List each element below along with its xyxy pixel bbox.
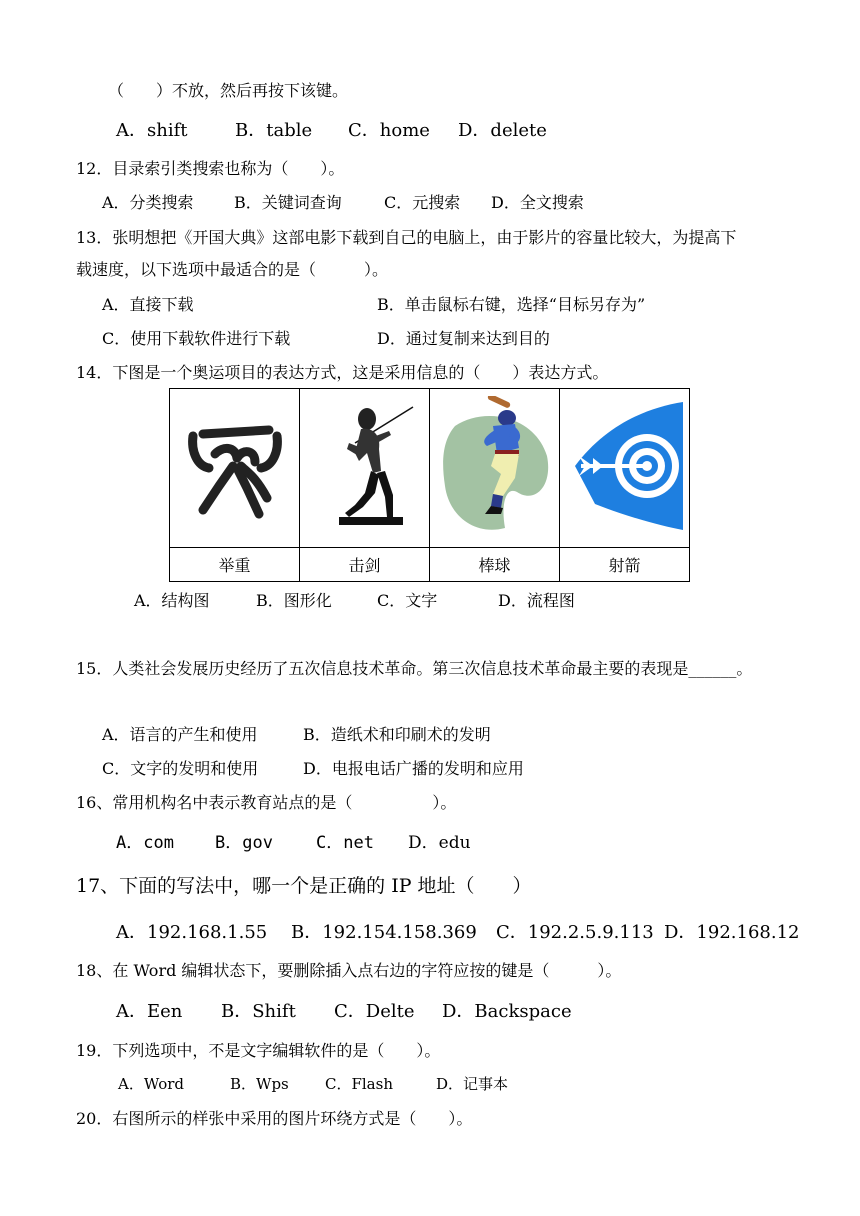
q16-option-a: A．com (116, 833, 174, 853)
q15-option-d: D．电报电话广播的发明和应用 (303, 759, 524, 778)
q17-option-a: A．192.168.1.55 (116, 922, 268, 943)
pictogram-cell-baseball (430, 389, 560, 548)
q18-option-d: D．Backspace (442, 1001, 572, 1022)
q16-option-d: D．edu (408, 833, 471, 853)
q13-option-a: A．直接下载 (102, 295, 194, 314)
pictogram-cell-weightlifting (170, 389, 300, 548)
q18-option-c: C．Delte (334, 1001, 415, 1022)
q12-stem: 12．目录索引类搜索也称为（ ）。 (76, 159, 345, 178)
q16-option-c: C．net (316, 833, 374, 853)
weightlifting-icon (185, 406, 285, 526)
caption-archery: 射箭 (560, 548, 690, 582)
q14-option-d: D．流程图 (498, 591, 575, 610)
q18-stem: 18、在 Word 编辑状态下，要删除插入点右边的字符应按的键是（ ）。 (76, 961, 622, 980)
olympic-pictogram-table (169, 388, 690, 582)
q14-option-a: A．结构图 (134, 591, 210, 610)
pictogram-cell-fencing (300, 389, 430, 548)
q11-option-a: A．shift (116, 120, 188, 141)
q14-option-c: C．文字 (377, 591, 438, 610)
q19-option-b: B．Wps (230, 1075, 289, 1093)
q14-option-b: B．图形化 (256, 591, 332, 610)
q20-stem: 20．右图所示的样张中采用的图片环绕方式是（ ）。 (76, 1109, 473, 1128)
q15-option-a: A．语言的产生和使用 (102, 725, 258, 744)
q15-option-c: C．文字的发明和使用 (102, 759, 259, 778)
q17-option-c: C．192.2.5.9.113 (496, 922, 654, 943)
q17-option-b: B．192.154.158.369 (291, 922, 477, 943)
q16-option-b: B．gov (215, 833, 273, 853)
q19-option-c: C．Flash (325, 1075, 393, 1093)
q18-option-a: A．Een (116, 1001, 183, 1022)
fencing-icon (315, 401, 415, 531)
q13-option-d: D．通过复制来达到目的 (377, 329, 550, 348)
q16-stem: 16、常用机构名中表示教育站点的是（ ）。 (76, 793, 457, 812)
q15-option-b: B．造纸术和印刷术的发明 (303, 725, 491, 744)
q12-option-c: C．元搜索 (384, 193, 461, 212)
baseball-icon (435, 396, 555, 536)
q12-option-a: A．分类搜索 (102, 193, 194, 212)
q17-stem: 17、下面的写法中，哪一个是正确的 IP 地址（ ） (76, 875, 532, 897)
q19-stem: 19．下列选项中，不是文字编辑软件的是（ ）。 (76, 1041, 441, 1060)
q13-option-b: B．单击鼠标右键，选择“目标另存为” (377, 295, 646, 314)
q17-option-d: D．192.168.12 (664, 922, 800, 943)
q19-option-d: D．记事本 (436, 1075, 509, 1093)
q11-option-d: D．delete (458, 120, 547, 141)
q11-option-b: B．table (235, 120, 313, 141)
q11-option-c: C．home (348, 120, 430, 141)
q18-option-b: B．Shift (221, 1001, 296, 1022)
archery-icon (565, 396, 685, 536)
caption-baseball: 棒球 (430, 548, 560, 582)
q12-option-b: B．关键词查询 (234, 193, 342, 212)
q13-option-c: C．使用下载软件进行下载 (102, 329, 291, 348)
pictogram-cell-archery (560, 389, 690, 548)
caption-weightlifting: 举重 (170, 548, 300, 582)
q14-stem: 14．下图是一个奥运项目的表达方式，这是采用信息的（ ）表达方式。 (76, 363, 609, 382)
q12-option-d: D．全文搜索 (491, 193, 584, 212)
q15-stem: 15．人类社会发展历史经历了五次信息技术革命。第三次信息技术革命最主要的表现是______。 (76, 659, 753, 678)
q19-option-a: A．Word (118, 1075, 185, 1093)
q11-stem-tail: （ ）不放，然后再按下该键。 (108, 81, 349, 100)
q13-stem-line1: 13．张明想把《开国大典》这部电影下载到自己的电脑上，由于影片的容量比较大，为提高下 (76, 228, 737, 247)
caption-fencing: 击剑 (300, 548, 430, 582)
q13-stem-line2: 载速度，以下选项中最适合的是（ ）。 (76, 260, 389, 279)
